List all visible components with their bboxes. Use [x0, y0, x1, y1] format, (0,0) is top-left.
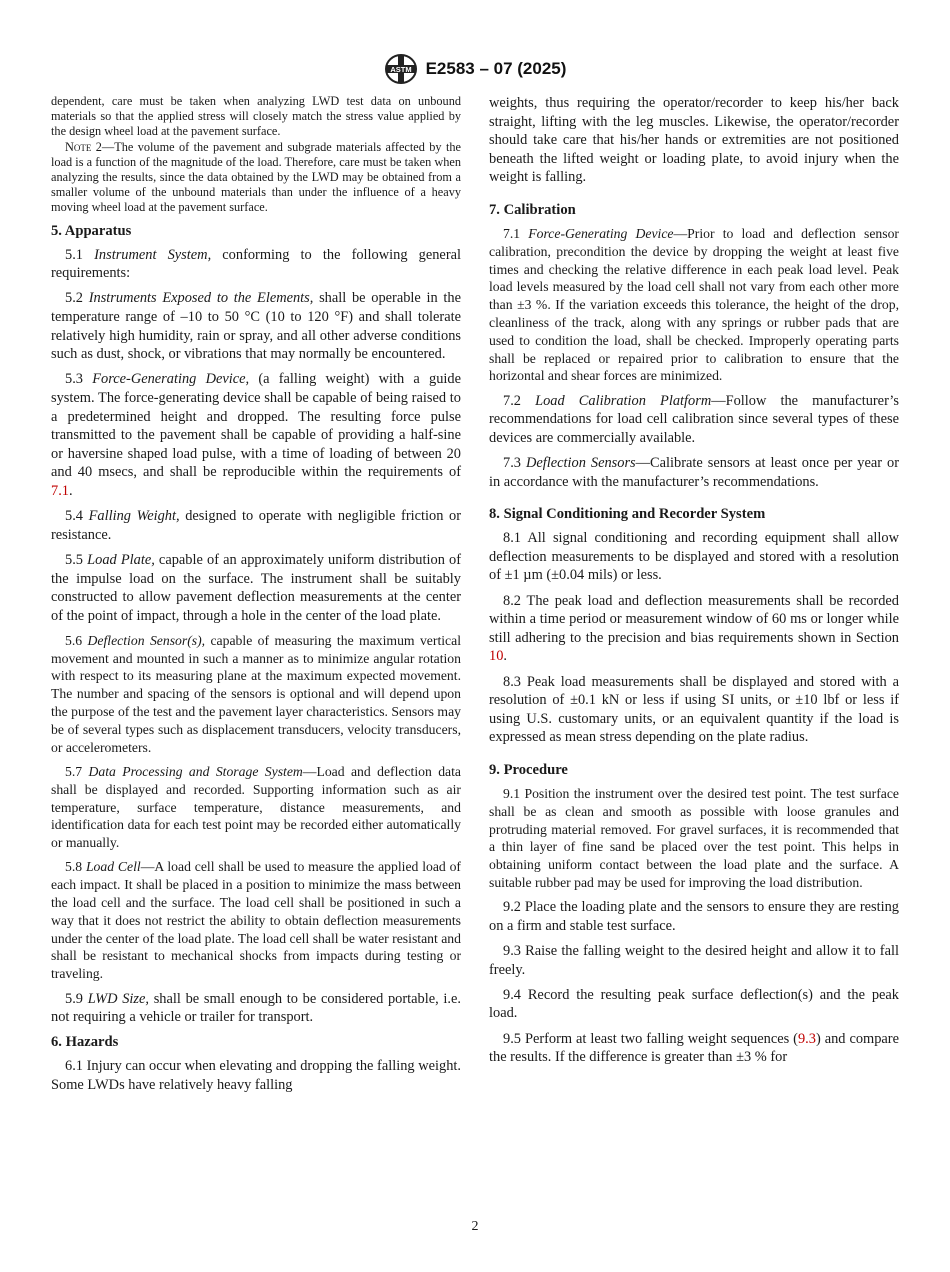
paragraph-9-1: 9.1 Position the instrument over the desired test point. The test surface shall be as clean and smooth as possible with loose granules and protruding material removed. For gravel surfaces, it is recommended that a thin layer of fine sand be placed over the test point. This helps in obtaining uniform contact between the load plate and the surface. A suitable rubber pad may be used for improving the load distribution.	[489, 785, 899, 890]
paragraph-8-2: 8.2 The peak load and deflection measurements shall be recorded within a time period or measurement window of 60 ms or longer while still adhering to the precision and bias requirements shown in Section 10.	[489, 592, 899, 665]
paragraph-9-4: 9.4 Record the resulting peak surface deflection(s) and the peak load.	[489, 986, 899, 1022]
note-2	[51, 140, 461, 216]
paragraph-9-3: 9.3 Raise the falling weight to the desired height and allow it to fall freely.	[489, 942, 899, 978]
term: Force-Generating Device	[528, 225, 674, 241]
paragraph-5-7: 5.7 Data Processing and Storage System—Load and deflection data shall be displayed and recorded. Supporting information such as air temperature, surface temperature, distance measurements, and identification data for each test point may be recorded either automatically or manually.	[51, 763, 461, 851]
term: Instruments Exposed to the Elements,	[88, 290, 314, 307]
section-5-heading: 5. Apparatus	[51, 222, 132, 239]
paragraph-5-5: 5.5 Load Plate, capable of an approximately uniform distribution of the impulse load on the surface. The instrument shall be suitably constructed to allow pavement deflection measurements at the center of the point of impact, through a hole in the center of the load plate.	[51, 551, 462, 624]
note-2-text: —The volume of the pavement and subgrade materials affected by the load is a function of the magnitude of the load. Therefore, care must be taken when analyzing the results, since the data obtained by the LWD may be obtained from a smaller volume of the unbound materials than under the influence of a heavy moving wheel load at the pavement surface.	[51, 139, 461, 215]
note-2-label: Note 2	[65, 139, 102, 154]
term: Load Calibration Platform	[535, 392, 712, 409]
paragraph-7-3: 7.3 Deflection Sensors—Calibrate sensors at least once per year or in accordance with the manufacturer’s recommendations.	[489, 455, 900, 490]
term: Instrument System,	[94, 246, 212, 263]
section-6-heading: 6. Hazards	[51, 1034, 119, 1051]
paragraph-8-1: 8.1 All signal conditioning and recording equipment shall allow deflection measurements to be displayed and stored with a resolution of ±1 µm (±0.04 mils) or less.	[489, 530, 899, 584]
term: Falling Weight,	[88, 508, 180, 525]
paragraph-9-5: 9.5 Perform at least two falling weight sequences (9.3) and compare the results. If the difference is greater than ±3 % for	[489, 1030, 899, 1066]
page-number: 2	[471, 1219, 479, 1234]
section-7-heading: 7. Calibration	[489, 201, 576, 218]
paragraph-5-1: 5.1 Instrument System, conforming to the following general requirements:	[51, 246, 462, 282]
paragraph-7-2: 7.2 Load Calibration Platform—Follow the manufacturer’s recommendations for load cell calibration since several types of these devices are commercially available.	[489, 392, 899, 446]
term: Data Processing and Storage System	[88, 763, 303, 779]
paragraph-8-3: 8.3 Peak load measurements shall be displayed and stored with a resolution of ±0.1 kN or less if using SI units, or ±10 lbf or less if using U.S. customary units, or an equivalent quantity if the load is expressed as mean stress depending on the plate radius.	[489, 673, 899, 746]
ref-link-section-10[interactable]: 10	[489, 648, 504, 665]
term: Load Cell	[85, 859, 141, 875]
ref-link-9-3[interactable]: 9.3	[797, 1030, 816, 1047]
ref-link-7-1[interactable]: 7.1	[51, 482, 69, 499]
svg-text:ASTM: ASTM	[389, 65, 412, 75]
term: Load Plate,	[87, 551, 155, 568]
term: LWD Size,	[87, 990, 150, 1007]
paragraph-5-4: 5.4 Falling Weight, designed to operate with negligible friction or resistance.	[51, 508, 461, 543]
term: Deflection Sensors	[525, 455, 636, 472]
paragraph-5-9: 5.9 LWD Size, shall be small enough to be considered portable, i.e. not requiring a vehicle or trailer for transport.	[51, 990, 461, 1026]
section-9-heading: 9. Procedure	[489, 761, 568, 778]
paragraph-6-1-continued: weights, thus requiring the operator/recorder to keep his/her back straight, lifting with the leg muscles. Likewise, the operator/recorder should take care that his/her hands or extremities are not positioned beneath the lifted weight or loading plate, to avoid injury when the weight is falling.	[489, 95, 899, 186]
section-8-heading: 8. Signal Conditioning and Recorder System	[489, 506, 766, 523]
term: Deflection Sensor(s),	[87, 632, 206, 648]
note-continuation: dependent, care must be taken when analyzing LWD test data on unbound materials so that the applied stress will closely match the stress value applied by the design wheel load at the pavement surface.	[51, 94, 461, 139]
page-header	[0, 52, 950, 86]
paragraph-5-8: 5.8 Load Cell—A load cell shall be used to measure the applied load of each impact. It shall be placed in a position to minimize the mass between the load cell and the surface. The load cell shall be positioned in such a way that it does not restrict the ability to obtain deflection measurements under the center of the load plate. The load cell shall be water resistant and shall be resistant to mechanical shocks from impacts during testing or traveling.	[51, 859, 461, 982]
astm-logo-icon	[384, 53, 418, 85]
term: Force-Generating Device,	[92, 371, 250, 388]
paragraph-7-1: 7.1 Force-Generating Device—Prior to load and deflection sensor calibration, precondition the device by dropping the weight at least five times and checking the relative difference in each peak load level. Peak load levels measured by the load cell shall not vary from each other more than ±3 %. If the variation exceeds this tolerance, the height of the drop, cleanliness of the track, along with any springs or rubber pads that are used to condition the load, shall be checked. Improperly operating parts shall be replaced or repaired prior to calibration to ensure that the horizontal and shear forces are minimized.	[489, 225, 899, 384]
paragraph-5-6: 5.6 Deflection Sensor(s), capable of measuring the maximum vertical movement and mounted in such a manner as to minimize angular rotation with respect to its measuring plane at the maximum expected movement. The number and spacing of the sensors is optional and will depend upon the purpose of the test and the pavement layer characteristics. Sensors may be of several types such as displacement transducers, velocity transducers, or accelerometers.	[51, 632, 461, 755]
paragraph-6-1: 6.1 Injury can occur when elevating and dropping the falling weight. Some LWDs have relatively heavy falling	[51, 1058, 461, 1093]
right-column	[489, 94, 899, 1073]
paragraph-5-2: 5.2 Instruments Exposed to the Elements, shall be operable in the temperature range of –10 to 50 °C (10 to 120 °F) and shall tolerate relatively high humidity, rain or spray, and all other adverse conditions such as dust, shock, or vibrations that may normally be encountered.	[51, 290, 461, 363]
document-designation: E2583 – 07 (2025)	[425, 59, 567, 78]
paragraph-9-2: 9.2 Place the loading plate and the sensors to ensure they are resting on a firm and stable test surface.	[489, 899, 899, 934]
paragraph-5-3: 5.3 Force-Generating Device, (a falling weight) with a guide system. The force-generating device shall be capable of being raised to a predetermined height and dropped. The resulting force pulse transmitted to the pavement shall be capable of providing a half-sine or haversine shaped load pulse, with a time of loading of between 20 and 40 msecs, and shall be reproducible within the requirements of 7.1.	[51, 371, 461, 499]
left-column	[51, 94, 461, 1101]
